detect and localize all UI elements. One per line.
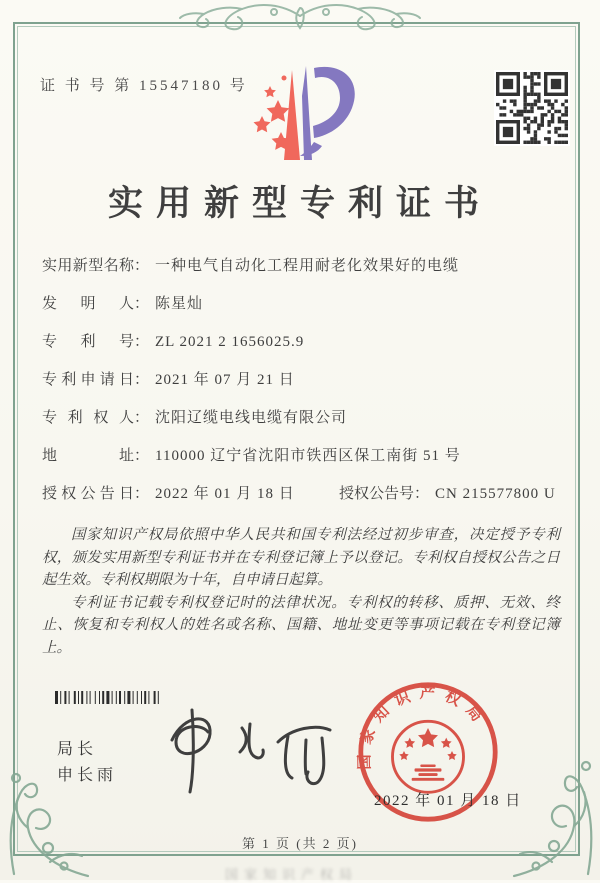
field-value: CN 215577800 U: [435, 486, 556, 502]
field-label: 专利权人: [42, 410, 134, 426]
cnipa-logo-icon: [240, 56, 360, 164]
certificate-number: 证 书 号 第 15547180 号: [40, 78, 248, 94]
top-scroll-ornament-icon: [178, 0, 422, 34]
field-value: 陈星灿: [155, 296, 204, 312]
field-row-grant: 授权公告日： 2022 年 01 月 18 日 授权公告号： CN 215577800 U: [42, 482, 562, 507]
field-value: 2022 年 01 月 18 日: [155, 486, 295, 502]
grant-number-group: 授权公告号： CN 215577800 U: [339, 486, 556, 502]
field-row-patentee: 专利权人： 沈阳辽缆电线电缆有限公司: [42, 406, 562, 431]
certificate-title: 实用新型专利证书: [107, 184, 492, 223]
faint-bottom-text: 国家知识产权局: [225, 867, 359, 882]
field-value: 2021 年 07 月 21 日: [155, 372, 295, 388]
field-label: 专利号: [42, 334, 134, 350]
corner-ornament-left-icon: [4, 766, 90, 878]
corner-ornament-right-icon: [512, 752, 598, 878]
field-label: 发明人: [42, 296, 134, 312]
field-value: 110000 辽宁省沈阳市铁西区保工南街 51 号: [155, 448, 461, 464]
field-label: 授权公告日: [42, 486, 134, 502]
field-row-name: 实用新型名称： 一种电气自动化工程用耐老化效果好的电缆: [42, 254, 562, 279]
signature-handwriting-icon: [150, 700, 340, 800]
seal-date: 2022 年 01 月 18 日: [374, 793, 522, 809]
legal-text: [42, 524, 560, 659]
officer-name: 申长雨: [57, 767, 118, 784]
svg-text:国家知识产权局: [356, 683, 492, 770]
field-label: 专利申请日: [42, 372, 134, 388]
field-value: ZL 2021 2 1656025.9: [155, 334, 305, 350]
qr-code: [494, 70, 570, 146]
field-row-inventor: 发明人： 陈星灿: [42, 292, 562, 317]
field-list: [42, 254, 562, 520]
field-label: 实用新型名称: [42, 258, 134, 274]
field-label: 地址: [42, 448, 134, 464]
field-value: 一种电气自动化工程用耐老化效果好的电缆: [155, 258, 460, 274]
field-row-filing-date: 专利申请日： 2021 年 07 月 21 日: [42, 368, 562, 393]
national-emblem-icon: [392, 721, 463, 792]
legal-paragraph: 国家知识产权局依照中华人民共和国专利法经过初步审查，决定授予专利权，颁发实用新型专利证书并在专利登记簿上予以登记。专利权自授权公告之日起生效。专利权期限为十年，自申请日起算。: [42, 527, 560, 588]
field-row-address: 地址： 110000 辽宁省沈阳市铁西区保工南街 51 号: [42, 444, 562, 469]
field-label: 授权公告号: [339, 486, 415, 502]
seal-text: 国家知识产权局: [356, 684, 491, 770]
officer-title: 局长: [57, 741, 98, 758]
field-row-patent-no: 专利号： ZL 2021 2 1656025.9: [42, 330, 562, 355]
page-footer: 第 1 页 (共 2 页): [242, 836, 358, 851]
legal-paragraph: 专利证书记载专利权登记时的法律状况。专利权的转移、质押、无效、终止、恢复和专利权人的姓名或名称、国籍、地址变更等事项记载在专利登记簿上。: [42, 594, 560, 656]
field-value: 沈阳辽缆电线电缆有限公司: [155, 410, 348, 426]
